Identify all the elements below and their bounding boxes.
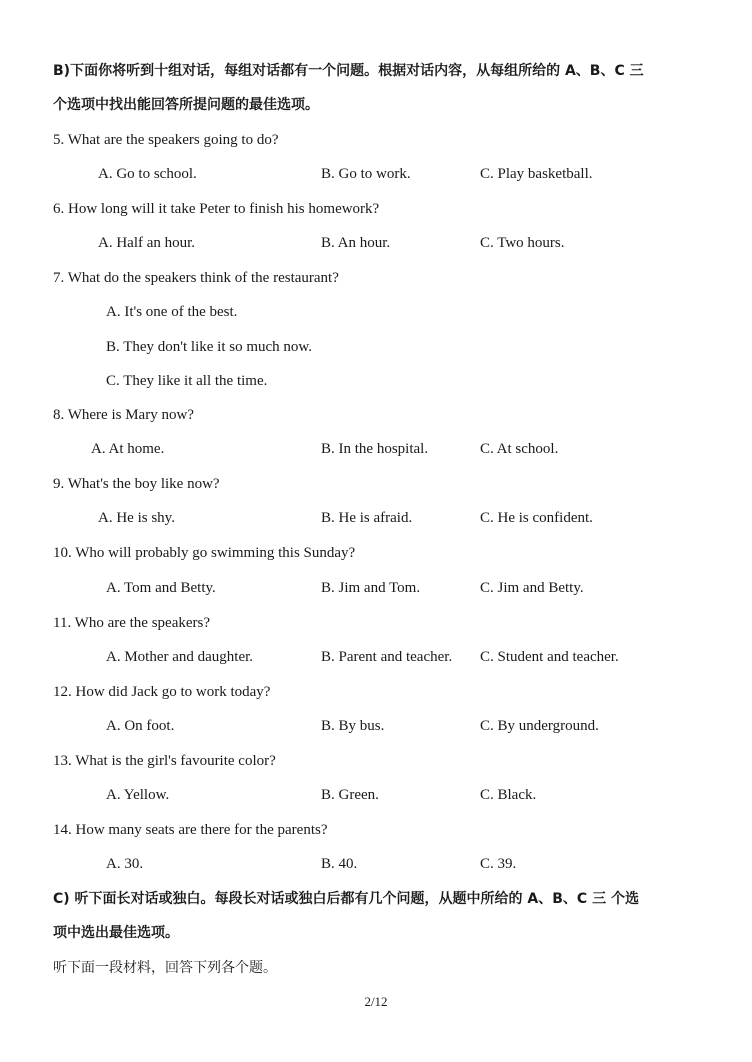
section-c-instruction: 听下面一段材料，回答下列各个题。 (53, 960, 277, 976)
section-c-line1: C) 听下面长对话或独白。每段长对话或独白后都有几个问题，从题中所给的 A、B、C 三 个选 (53, 891, 639, 907)
q13-option-b: B. Green. (321, 787, 379, 803)
q7-option-b: B. They don't like it so much now. (106, 339, 313, 355)
q13-option-c: C. Black. (480, 787, 537, 803)
q12-option-a: A. On foot. (106, 718, 175, 734)
q7-option-a: A. It's one of the best. (106, 304, 238, 320)
q5-option-a: A. Go to school. (98, 166, 197, 182)
question-11: 11. Who are the speakers? (53, 615, 211, 631)
question-9: 9. What's the boy like now? (53, 476, 220, 492)
section-c-line2: 项中选出最佳选项。 (53, 925, 179, 941)
section-b-line2: 个选项中找出能回答所提问题的最佳选项。 (53, 97, 319, 113)
q5-option-b: B. Go to work. (321, 166, 411, 182)
q11-option-a: A. Mother and daughter. (106, 649, 254, 665)
question-14: 14. How many seats are there for the parents? (53, 822, 328, 838)
q9-option-c: C. He is confident. (480, 510, 593, 526)
q14-option-a: A. 30. (106, 856, 144, 872)
question-13: 13. What is the girl's favourite color? (53, 753, 276, 769)
question-8: 8. Where is Mary now? (53, 407, 194, 423)
q11-option-c: C. Student and teacher. (480, 649, 619, 665)
question-5: 5. What are the speakers going to do? (53, 132, 279, 148)
question-12: 12. How did Jack go to work today? (53, 684, 271, 700)
q6-option-b: B. An hour. (321, 235, 391, 251)
q6-option-a: A. Half an hour. (98, 235, 196, 251)
q8-option-b: B. In the hospital. (321, 441, 429, 457)
q8-option-c: C. At school. (480, 441, 559, 457)
question-6: 6. How long will it take Peter to finish his homework? (53, 201, 380, 217)
q14-option-b: B. 40. (321, 856, 358, 872)
q9-option-b: B. He is afraid. (321, 510, 413, 526)
q12-option-c: C. By underground. (480, 718, 599, 734)
q10-option-a: A. Tom and Betty. (106, 580, 216, 596)
q10-option-c: C. Jim and Betty. (480, 580, 584, 596)
q13-option-a: A. Yellow. (106, 787, 170, 803)
q10-option-b: B. Jim and Tom. (321, 580, 421, 596)
q5-option-c: C. Play basketball. (480, 166, 593, 182)
q9-option-a: A. He is shy. (98, 510, 175, 526)
q8-option-a: A. At home. (91, 441, 165, 457)
question-10: 10. Who will probably go swimming this Sunday? (53, 545, 356, 561)
q11-option-b: B. Parent and teacher. (321, 649, 453, 665)
question-7: 7. What do the speakers think of the restaurant? (53, 270, 339, 286)
q12-option-b: B. By bus. (321, 718, 385, 734)
q14-option-c: C. 39. (480, 856, 517, 872)
q7-option-c: C. They like it all the time. (106, 373, 268, 389)
section-b-line1: B)下面你将听到十组对话，每组对话都有一个问题。根据对话内容，从每组所给的 A、B、C 三 (53, 63, 644, 79)
page-number: 2/12 (364, 994, 388, 1009)
q6-option-c: C. Two hours. (480, 235, 565, 251)
